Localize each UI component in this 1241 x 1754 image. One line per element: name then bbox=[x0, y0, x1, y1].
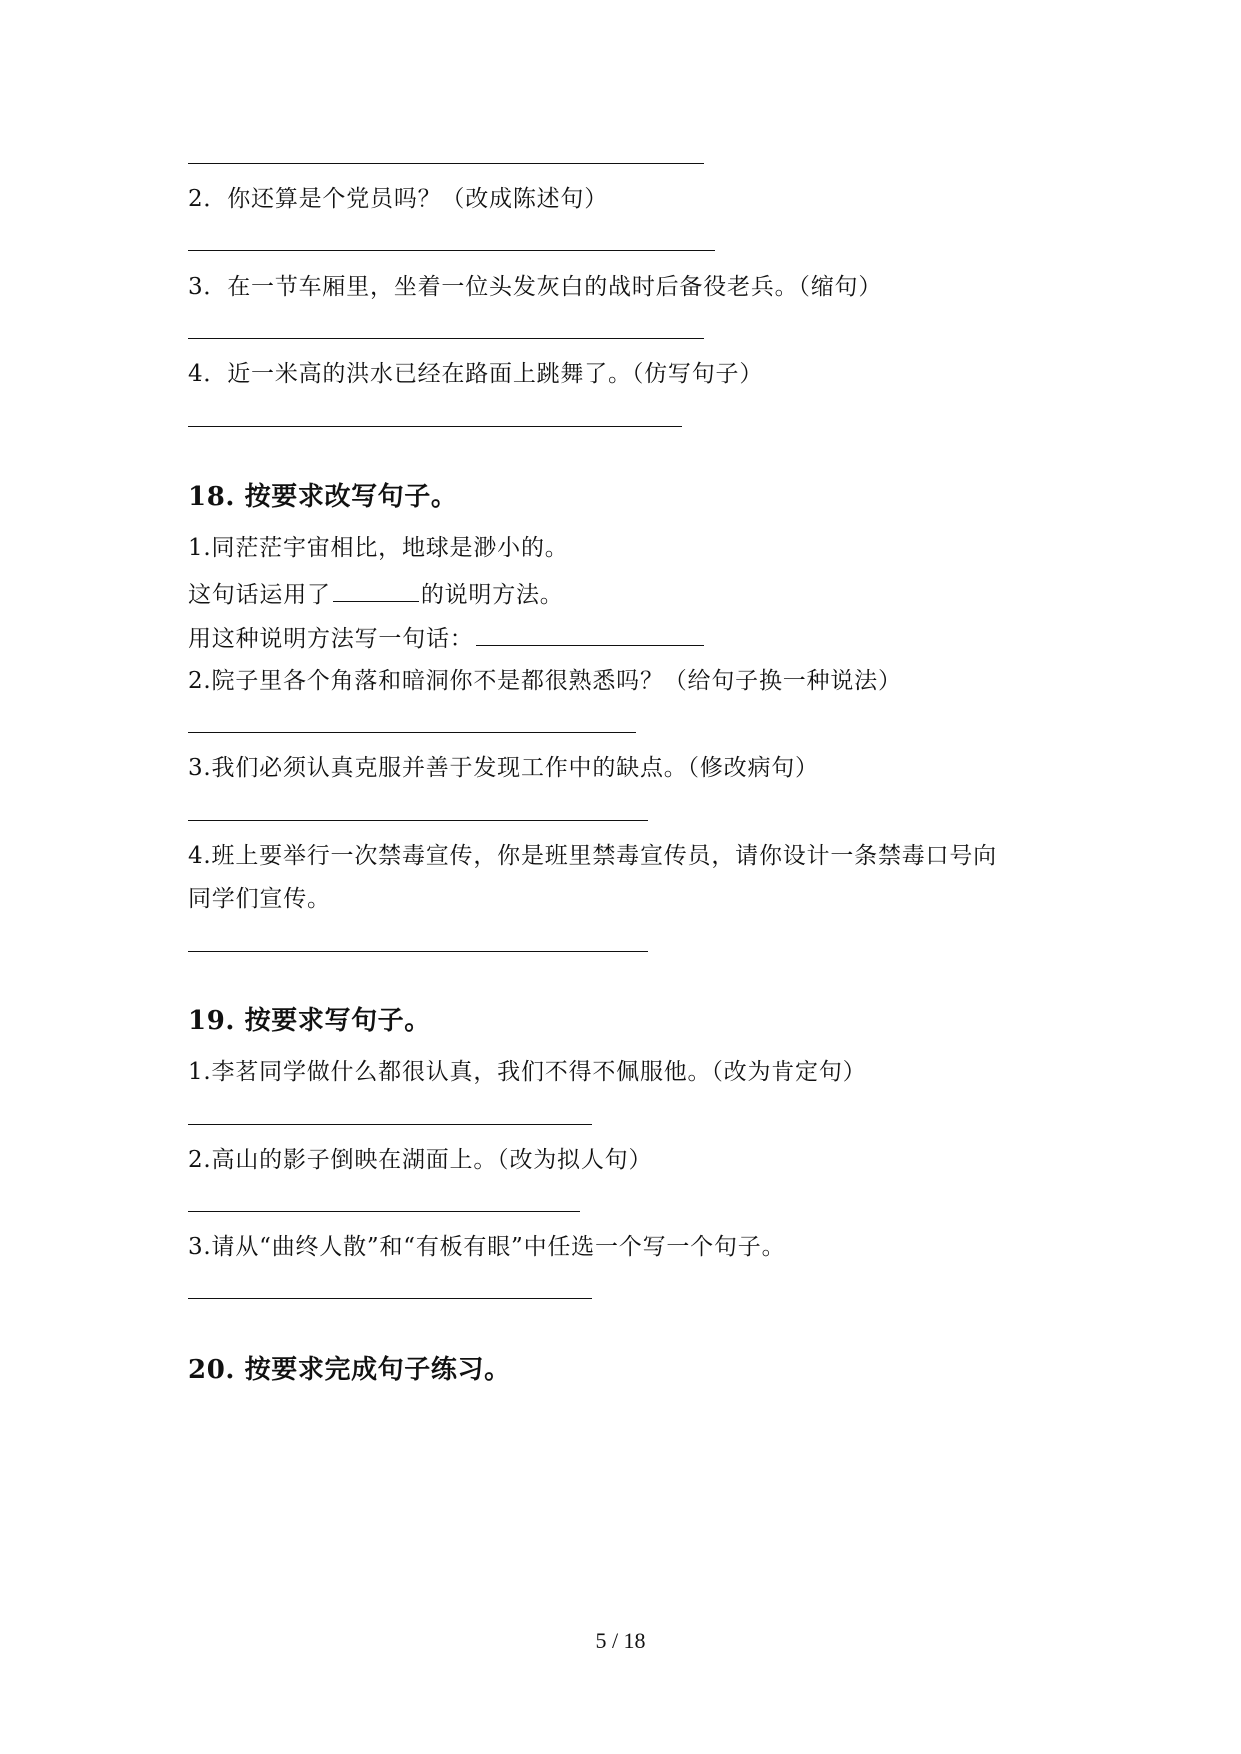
question-17-3: 3．在一节车厢里，坐着一位头发灰白的战时后备役老兵。（缩句） bbox=[188, 274, 883, 300]
question-18-1-write bbox=[188, 625, 706, 651]
answer-line bbox=[188, 1124, 592, 1125]
section-19-heading: 19. 按要求写句子。 bbox=[188, 1006, 431, 1036]
question-18-4-line1: 4.班上要举行一次禁毒宣传，你是班里禁毒宣传员，请你设计一条禁毒口号向 bbox=[188, 843, 997, 869]
method-prefix: 这句话运用了 bbox=[188, 582, 331, 608]
question-18-1: 1.同茫茫宇宙相比，地球是渺小的。 bbox=[188, 535, 569, 561]
method-suffix: 的说明方法。 bbox=[420, 582, 564, 608]
answer-line bbox=[188, 951, 648, 952]
question-18-2: 2.院子里各个角落和暗洞你不是都很熟悉吗？（给句子换一种说法） bbox=[188, 668, 902, 694]
answer-line bbox=[188, 426, 682, 427]
section-20-heading: 20. 按要求完成句子练习。 bbox=[188, 1355, 511, 1385]
answer-line bbox=[188, 1211, 580, 1212]
question-18-1-method bbox=[188, 581, 564, 607]
fill-blank bbox=[476, 625, 704, 646]
section-18-heading: 18. 按要求改写句子。 bbox=[188, 482, 458, 512]
answer-line bbox=[188, 1298, 592, 1299]
answer-line bbox=[188, 338, 704, 339]
page-number: 5 / 18 bbox=[595, 1628, 646, 1653]
question-17-4: 4．近一米高的洪水已经在路面上跳舞了。（仿写句子） bbox=[188, 361, 764, 387]
question-17-2: 2．你还算是个党员吗？（改成陈述句） bbox=[188, 186, 609, 212]
write-prompt: 用这种说明方法写一句话： bbox=[188, 626, 474, 652]
fill-blank bbox=[333, 581, 419, 602]
answer-line bbox=[188, 250, 715, 251]
question-18-4-line2: 同学们宣传。 bbox=[188, 886, 331, 912]
answer-line bbox=[188, 820, 648, 821]
answer-line bbox=[188, 163, 704, 164]
answer-line bbox=[188, 732, 636, 733]
question-19-2: 2.高山的影子倒映在湖面上。（改为拟人句） bbox=[188, 1147, 653, 1173]
question-18-3: 3.我们必须认真克服并善于发现工作中的缺点。（修改病句） bbox=[188, 755, 819, 781]
question-19-3: 3.请从“曲终人散”和“有板有眼”中任选一个写一个句子。 bbox=[188, 1234, 786, 1260]
question-19-1: 1.李茗同学做什么都很认真，我们不得不佩服他。（改为肯定句） bbox=[188, 1059, 867, 1085]
